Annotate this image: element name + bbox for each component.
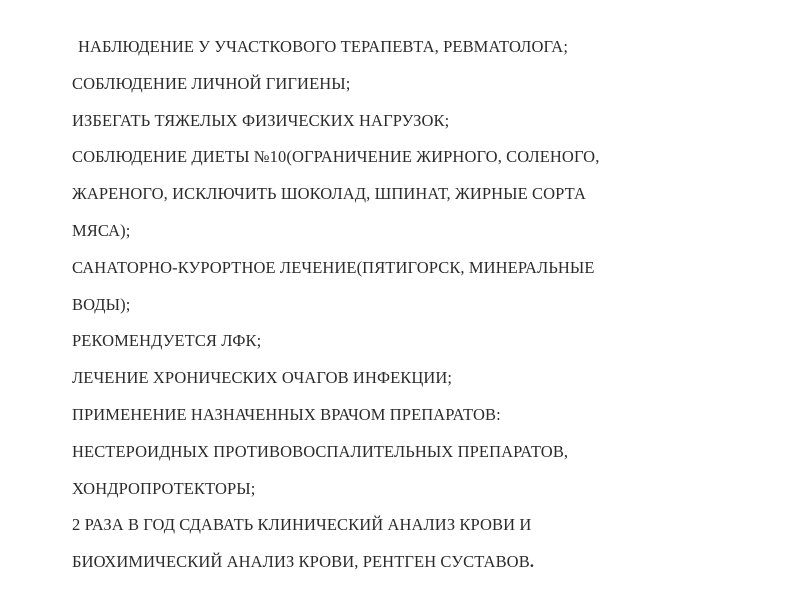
text-line: 2 РАЗА В ГОД СДАВАТЬ КЛИНИЧЕСКИЙ АНАЛИЗ КРОВИ И xyxy=(72,515,532,535)
text-line: ЛЕЧЕНИЕ ХРОНИЧЕСКИХ ОЧАГОВ ИНФЕКЦИИ; xyxy=(72,368,453,388)
text-line: ПРИМЕНЕНИЕ НАЗНАЧЕННЫХ ВРАЧОМ ПРЕПАРАТОВ: xyxy=(72,404,501,424)
text-line: САНАТОРНО-КУРОРТНОЕ ЛЕЧЕНИЕ(ПЯТИГОРСК, МИНЕРАЛЬНЫЕ xyxy=(72,257,595,277)
text-line: МЯСА); xyxy=(72,220,131,240)
text-line: РЕКОМЕНДУЕТСЯ ЛФК; xyxy=(72,331,262,351)
text-line: ЖАРЕНОГО, ИСКЛЮЧИТЬ ШОКОЛАД, ШПИНАТ, ЖИРНЫЕ СОРТА xyxy=(72,184,586,204)
text-line: НЕСТЕРОИДНЫХ ПРОТИВОВОСПАЛИТЕЛЬНЫХ ПРЕПАРАТОВ, xyxy=(72,441,569,461)
text-line: ИЗБЕГАТЬ ТЯЖЕЛЫХ ФИЗИЧЕСКИХ НАГРУЗОК; xyxy=(72,110,450,130)
final-period: . xyxy=(529,552,535,572)
last-line-text: БИОХИМИЧЕСКИЙ АНАЛИЗ КРОВИ, РЕНТГЕН СУСТАВОВ xyxy=(72,552,530,572)
text-line: СОБЛЮДЕНИЕ ДИЕТЫ №10(ОГРАНИЧЕНИЕ ЖИРНОГО, СОЛЕНОГО, xyxy=(72,147,600,167)
text-line: ВОДЫ); xyxy=(72,294,131,314)
text-line: НАБЛЮДЕНИЕ У УЧАСТКОВОГО ТЕРАПЕВТА, РЕВМАТОЛОГА; xyxy=(78,37,569,56)
text-line: СОБЛЮДЕНИЕ ЛИЧНОЙ ГИГИЕНЫ; xyxy=(72,73,351,93)
text-line: ХОНДРОПРОТЕКТОРЫ; xyxy=(72,478,256,498)
recommendations-text xyxy=(72,35,732,587)
text-line-last xyxy=(72,550,732,587)
